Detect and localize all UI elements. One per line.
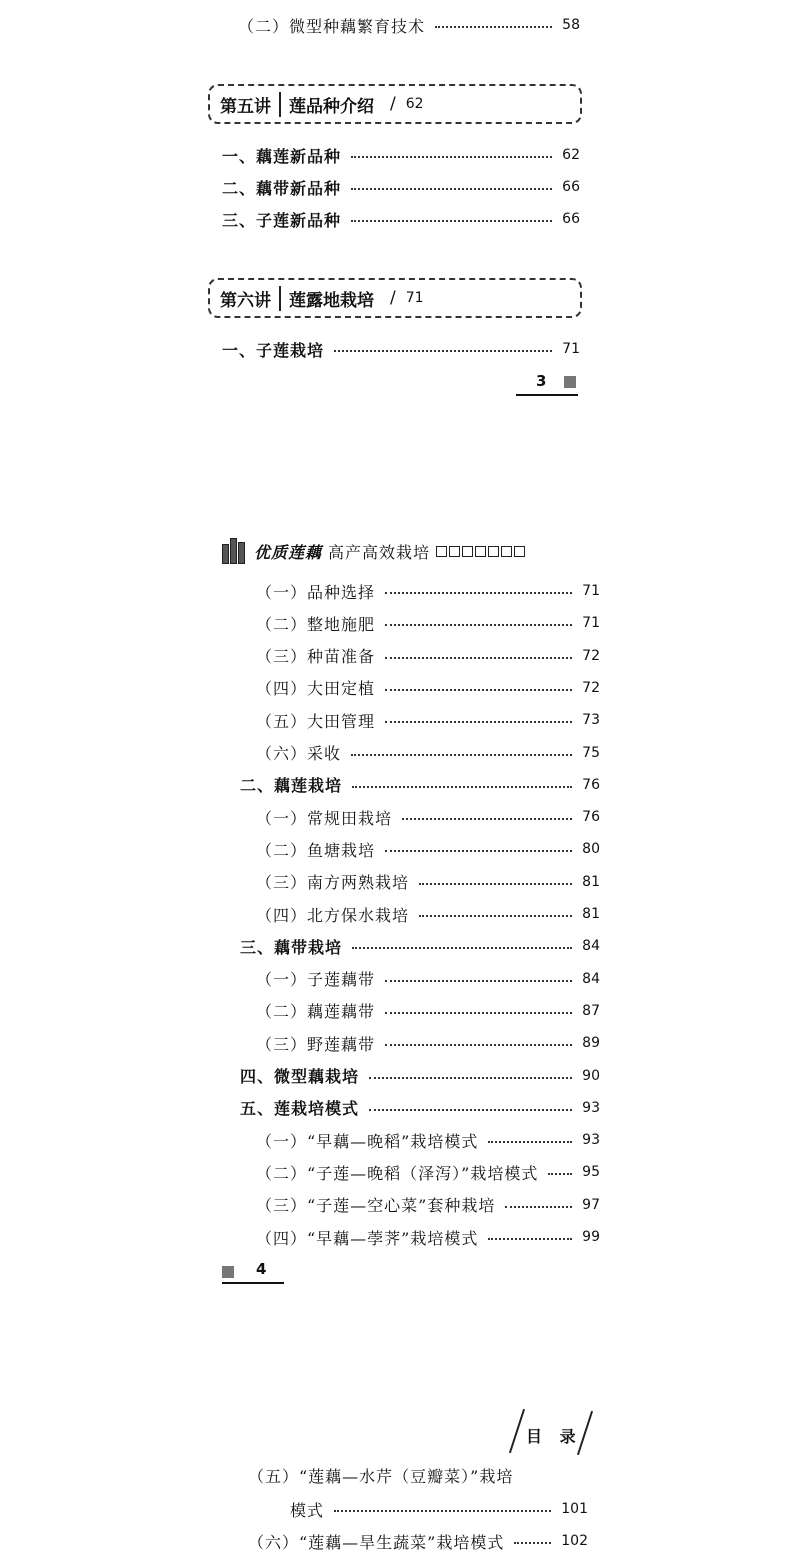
toc-entry-label: （五）“莲藕—水芹（豆瓣菜）”栽培	[248, 1466, 514, 1486]
section-title: 目 录	[526, 1427, 582, 1446]
toc-entry[interactable]	[256, 705, 600, 735]
toc-entry[interactable]	[256, 641, 600, 671]
toc-entry[interactable]	[240, 1093, 600, 1123]
toc-entry[interactable]	[256, 1222, 600, 1252]
toc-entry-label: （一）子莲藕带	[256, 970, 376, 990]
toc-entry[interactable]	[256, 1125, 600, 1155]
toc-entry-page: 93	[582, 1099, 600, 1116]
leader-dots	[351, 220, 552, 222]
decorative-boxes-icon	[436, 546, 527, 557]
toc-entry-page: 102	[561, 1533, 588, 1549]
toc-entry-page: 76	[582, 776, 600, 793]
toc-entry[interactable]	[256, 867, 600, 897]
toc-entry-page: 72	[582, 647, 600, 664]
leader-dots	[385, 624, 572, 626]
chapter-page: 62	[405, 96, 424, 112]
toc-entry-page: 81	[582, 873, 600, 890]
toc-entry[interactable]	[222, 334, 580, 364]
toc-entry-label: 二、藕莲栽培	[240, 776, 343, 796]
toc-entry-page: 84	[582, 938, 600, 955]
toc-entry-label: （三）种苗准备	[256, 647, 376, 667]
toc-entry[interactable]	[256, 1157, 600, 1187]
chapter-page: 71	[405, 290, 424, 306]
toc-entry-label: （二）微型种藕繁育技术	[238, 16, 426, 36]
toc-entry[interactable]	[256, 964, 600, 994]
toc-entry-page: 62	[562, 147, 580, 163]
leader-dots	[385, 721, 572, 723]
toc-entry[interactable]	[290, 1494, 588, 1524]
toc-entry[interactable]	[240, 1061, 600, 1091]
leader-dots	[385, 592, 572, 594]
toc-entry-label: （四）北方保水栽培	[256, 905, 410, 925]
leader-dots	[351, 188, 552, 190]
toc-entry-page: 80	[582, 841, 600, 858]
toc-entry-label: 二、藕带新品种	[222, 178, 342, 198]
toc-entry-label: （一）品种选择	[256, 582, 376, 602]
leader-dots	[419, 883, 572, 885]
toc-entry[interactable]	[256, 576, 600, 606]
leader-dots	[385, 689, 572, 691]
chapter-title: 莲露地栽培	[289, 290, 374, 311]
toc-entry[interactable]	[256, 802, 600, 832]
books-icon	[222, 538, 246, 564]
toc-entry-page: 71	[562, 341, 580, 357]
leader-dots	[548, 1173, 572, 1175]
toc-entry-page: 66	[562, 211, 580, 227]
chapter-title: 莲品种介绍	[289, 96, 374, 117]
leader-dots	[488, 1141, 572, 1143]
toc-entry[interactable]	[256, 673, 600, 703]
toc-entry-label: （一）“早藕—晚稻”栽培模式	[256, 1131, 479, 1151]
toc-entry-page: 95	[582, 1164, 600, 1181]
leader-dots	[419, 915, 572, 917]
toc-entry-page: 73	[582, 712, 600, 729]
toc-entry-page: 71	[582, 583, 600, 599]
toc-entry-label: 一、藕莲新品种	[222, 146, 342, 166]
toc-entry-page: 81	[582, 906, 600, 922]
chapter-heading-5[interactable]	[208, 84, 582, 124]
chapter-number: 第六讲	[210, 286, 281, 311]
folio-marker-icon	[222, 1266, 234, 1278]
toc-entry[interactable]	[256, 899, 600, 929]
toc-page-5	[0, 1380, 800, 1552]
toc-entry[interactable]	[240, 770, 600, 800]
chapter-heading-6[interactable]	[208, 278, 582, 318]
toc-entry[interactable]	[256, 1190, 600, 1220]
leader-dots	[385, 850, 572, 852]
toc-entry-label: （四）“早藕—荸荠”栽培模式	[256, 1228, 479, 1248]
leader-dots	[351, 156, 552, 158]
book-subtitle: 高产高效栽培	[328, 542, 431, 562]
page-number: 3	[536, 372, 547, 390]
toc-entry-page: 99	[582, 1229, 600, 1245]
toc-entry-page: 76	[582, 809, 600, 826]
leader-dots	[435, 26, 552, 28]
toc-entry-label: （二）“子莲—晚稻（泽泻）”栽培模式	[256, 1163, 539, 1183]
leader-dots	[488, 1238, 572, 1240]
toc-page-3	[0, 0, 800, 410]
toc-entry-page: 87	[582, 1002, 600, 1019]
toc-entry[interactable]	[238, 10, 580, 40]
toc-entry-label: （三）野莲藕带	[256, 1034, 376, 1054]
toc-entry-page: 93	[582, 1132, 600, 1149]
toc-entry[interactable]	[240, 931, 600, 961]
toc-entry-label: （六）采收	[256, 744, 342, 763]
toc-entry-label: 四、微型藕栽培	[240, 1067, 360, 1086]
toc-entry-label: 一、子莲栽培	[222, 340, 325, 360]
toc-entry-page: 84	[582, 970, 600, 987]
running-header	[222, 538, 527, 564]
toc-entry[interactable]	[248, 1460, 588, 1490]
leader-dots	[385, 657, 572, 659]
toc-entry-label: 模式	[290, 1500, 325, 1520]
chapter-separator: /	[390, 94, 396, 114]
toc-entry-label: （四）大田定植	[256, 679, 376, 699]
leader-dots	[334, 350, 552, 352]
slash-left-icon	[509, 1409, 525, 1453]
toc-entry-page: 90	[582, 1067, 600, 1084]
toc-entry[interactable]	[222, 204, 580, 234]
toc-entry[interactable]	[256, 1028, 600, 1058]
leader-dots	[385, 1012, 572, 1014]
toc-entry-label: （五）大田管理	[256, 711, 376, 731]
chapter-separator: /	[390, 288, 396, 308]
chapter-number: 第五讲	[210, 92, 281, 117]
folio-rule	[222, 1282, 284, 1284]
toc-entry-page: 97	[582, 1196, 600, 1213]
leader-dots	[402, 818, 572, 820]
leader-dots	[369, 1109, 572, 1111]
toc-entry-label: 三、子莲新品种	[222, 210, 342, 230]
toc-entry[interactable]	[256, 738, 600, 768]
toc-entry-page: 75	[582, 744, 600, 761]
toc-entry-label: 三、藕带栽培	[240, 937, 343, 957]
toc-entry-label: 五、莲栽培模式	[240, 1099, 360, 1119]
leader-dots	[334, 1510, 551, 1512]
toc-entry-label: （二）鱼塘栽培	[256, 840, 376, 860]
toc-entry-page: 66	[562, 179, 580, 195]
toc-entry-page: 89	[582, 1035, 600, 1052]
book-title: 优质莲藕	[254, 542, 323, 562]
toc-entry[interactable]	[222, 172, 580, 202]
folio-rule	[516, 394, 578, 396]
leader-dots	[385, 980, 572, 982]
toc-entry[interactable]	[256, 996, 600, 1026]
toc-entry-label: （三）南方两熟栽培	[256, 873, 410, 893]
toc-entry-label: （一）常规田栽培	[256, 808, 393, 828]
toc-entry[interactable]	[256, 608, 600, 638]
section-header	[510, 1408, 590, 1458]
folio-marker-icon	[564, 376, 576, 388]
toc-entry-label: （六）“莲藕—旱生蔬菜”栽培模式	[248, 1532, 505, 1552]
leader-dots	[514, 1542, 551, 1544]
toc-entry[interactable]	[256, 834, 600, 864]
toc-entry-page: 101	[561, 1501, 588, 1517]
toc-entry-label: （三）“子莲—空心菜”套种栽培	[256, 1196, 496, 1216]
toc-entry-page: 71	[582, 615, 600, 632]
leader-dots	[351, 754, 572, 756]
toc-entry-label: （二）藕莲藕带	[256, 1002, 376, 1022]
page-number: 4	[256, 1260, 267, 1278]
toc-entry[interactable]	[222, 140, 580, 170]
leader-dots	[352, 947, 572, 949]
leader-dots	[369, 1077, 572, 1079]
toc-page-4	[0, 520, 800, 1290]
leader-dots	[505, 1206, 572, 1208]
toc-entry-page: 72	[582, 679, 600, 696]
leader-dots	[352, 786, 572, 788]
toc-entry-label: （二）整地施肥	[256, 614, 376, 634]
leader-dots	[385, 1044, 572, 1046]
toc-entry[interactable]	[248, 1526, 588, 1556]
toc-entry-page: 58	[562, 17, 580, 33]
